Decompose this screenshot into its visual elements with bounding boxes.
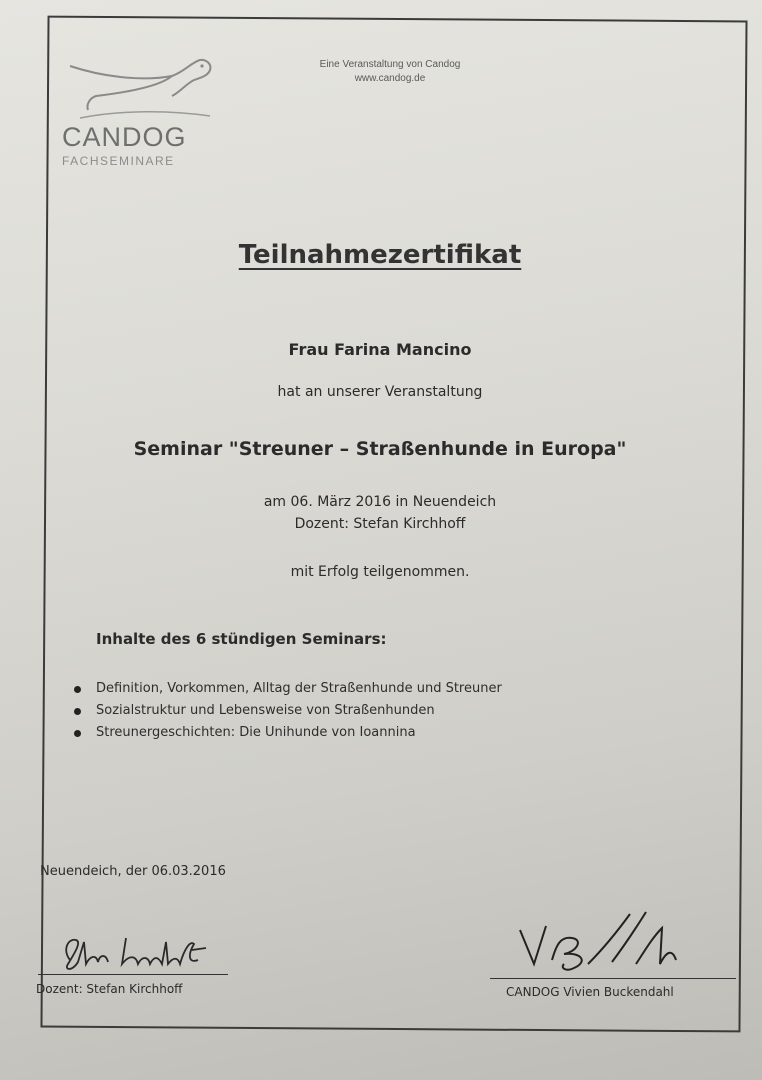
organizer-info <box>280 58 500 86</box>
list-item-text: Definition, Vorkommen, Alltag der Straßenhunde und Streuner <box>96 681 502 696</box>
bullet-icon <box>74 708 81 715</box>
bullet-icon <box>74 730 81 737</box>
outcome-text: mit Erfolg teilgenommen. <box>290 564 470 580</box>
list-item <box>72 700 672 722</box>
organizer-signature <box>490 902 740 982</box>
organizer-website: www.candog.de <box>354 73 426 84</box>
list-item-text: Sozialstruktur und Lebensweise von Straßenhunden <box>96 703 435 718</box>
seminar-date-place: am 06. März 2016 in Neuendeich <box>263 494 497 510</box>
logo-name: CANDOG <box>62 122 187 152</box>
candog-logo <box>60 52 220 172</box>
dog-outline-icon <box>60 52 220 122</box>
list-item-text: Streunergeschichten: Die Unihunde von Ioannina <box>96 725 416 740</box>
contents-list <box>72 678 672 744</box>
lecturer-signature <box>38 920 228 976</box>
organizer-line: Eine Veranstaltung von Candog <box>319 59 461 70</box>
list-item <box>72 678 672 700</box>
certificate-title <box>60 240 700 270</box>
recipient-name: Frau Farina Mancino <box>288 340 472 359</box>
list-item <box>72 722 672 744</box>
bullet-icon <box>74 686 81 693</box>
contents-heading: Inhalte des 6 stündigen Seminars: <box>96 630 387 648</box>
signature-line-left <box>38 974 228 975</box>
place-date: Neuendeich, der 06.03.2016 <box>40 864 226 879</box>
seminar-title: Seminar "Streuner – Straßenhunde in Europa" <box>133 438 627 460</box>
certificate-title-text: Teilnahmezertifikat <box>238 240 522 270</box>
seminar-lecturer: Dozent: Stefan Kirchhoff <box>294 516 466 532</box>
logo-subtitle: FACHSEMINARE <box>62 154 175 168</box>
signature-label-left: Dozent: Stefan Kirchhoff <box>36 982 183 996</box>
signature-line-right <box>490 978 736 979</box>
intro-text: hat an unserer Veranstaltung <box>277 384 483 400</box>
signature-label-right: CANDOG Vivien Buckendahl <box>506 985 674 999</box>
